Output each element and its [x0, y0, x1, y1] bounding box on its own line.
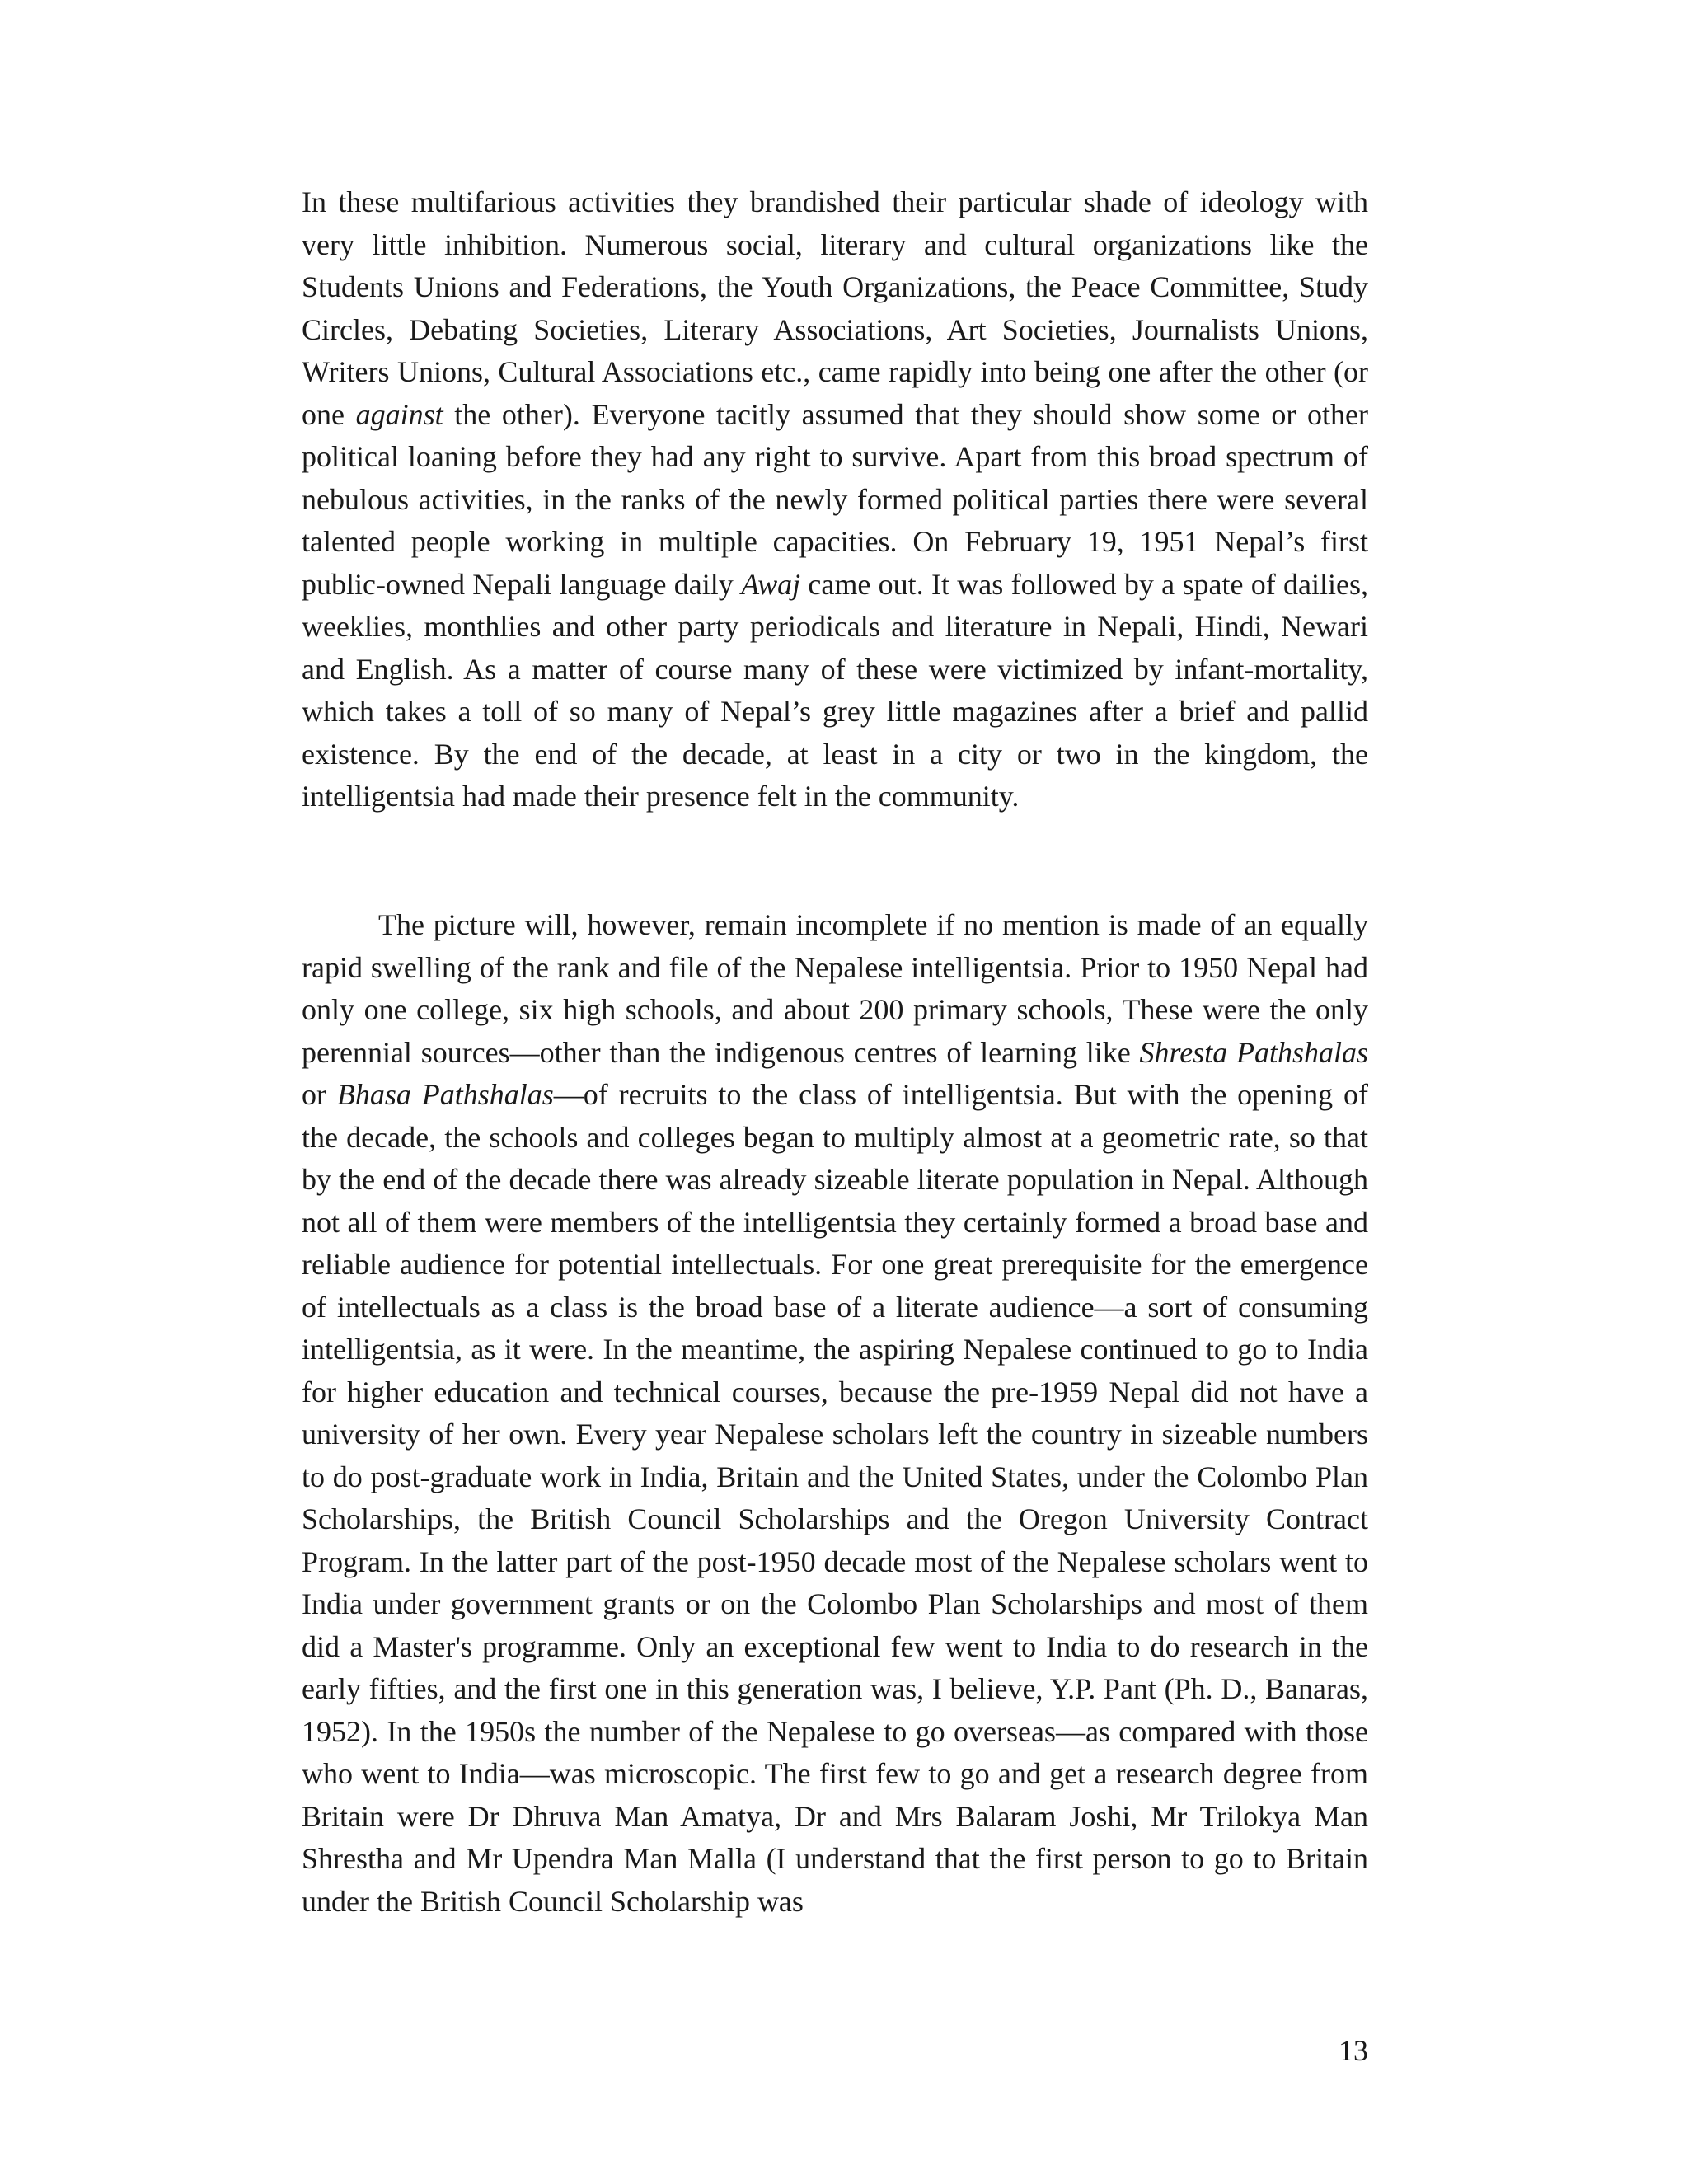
paragraph-2-italic-bhasa: Bhasa Pathshalas [336, 1078, 554, 1111]
paragraph-1-italic-against: against [355, 397, 443, 431]
paragraph-1-segment-3: the other). Everyone tacitly assumed that they should show some or other political loaning before they had any right to survive. Apart from this broad spectrum of nebulous activities, in the ranks of the newly formed political parties there were several talented people working in multiple capacities. On February 19, 1951 Nepal’s first public-owned Nepali language daily [302, 397, 1369, 601]
paragraph-1-segment-5: came out. It was followed by a spate of dailies, weeklies, monthlies and other party periodicals and literature in Nepali, Hindi, Newari and English. As a matter of course many of these were victimized by infant-mortality, which takes a toll of so many of Nepal’s grey little magazines after a brief and pallid existence. By the end of the decade, at least in a city or two in the kingdom, the intelligentsia had made their presence felt in the community. [302, 567, 1369, 813]
paragraph-2-segment-5: —of recruits to the class of intelligentsia. But with the opening of the decade, the schools and colleges began to multiply almost at a geometric rate, so that by the end of the decade there was already sizeable literate population in Nepal. Although not all of them were members of the intelligentsia they certainly formed a broad base and reliable audience for potential intellectuals. For one great prerequisite for the emergence of intellectuals as a class is the broad base of a literate audience—a sort of consuming intelligentsia, as it were. In the meantime, the aspiring Nepalese continued to go to India for higher education and technical courses, because the pre-1959 Nepal did not have a university of her own. Every year Nepalese scholars left the country in sizeable numbers to do post-graduate work in India, Britain and the United States, under the Colombo Plan Scholarships, the British Council Scholarships and the Oregon University Contract Program. In the latter part of the post-1950 decade most of the Nepalese scholars went to India under government grants or on the Colombo Plan Scholarships and most of them did a Master's programme. Only an exceptional few went to India to do research in the early fifties, and the first one in this generation was, I believe, Y.P. Pant (Ph. D., Banaras, 1952). In the 1950s the number of the Nepalese to go overseas—as compared with those who went to India—was microscopic. The first few to go and get a research degree from Britain were Dr Dhruva Man Amatya, Dr and Mrs Balaram Joshi, Mr Trilokya Man Shrestha and Mr Upendra Man Malla (I understand that the first person to go to Britain under the British Council Scholarship was [302, 1078, 1368, 1918]
paragraph-2-italic-shresta: Shresta Pathshalas [1139, 1035, 1368, 1069]
paragraph-1-italic-awaj: Awaj [741, 567, 801, 601]
paragraph-1 [302, 181, 1368, 818]
paragraph-2-segment-3: or [302, 1078, 337, 1111]
page-number: 13 [1339, 2034, 1368, 2067]
paragraph-1-segment-1: In these multifarious activities they brandished their particular shade of ideology with very little inhibition. Numerous social, literary and cultural organizations like the Students Unions and Federations, the Youth Organizations, the Peace Committee, Study Circles, Debating Societies, Literary Associations, Art Societies, Journalists Unions, Writers Unions, Cultural Associations etc., came rapidly into being one after the other (or one [302, 185, 1368, 431]
paragraph-2 [302, 904, 1368, 1923]
paragraph-2-segment-1: The picture will, however, remain incomplete if no mention is made of an equally rapid swelling of the rank and file of the Nepalese intelligentsia. Prior to 1950 Nepal had only one college, six high schools, and about 200 primary schools, These were the only perennial sources—other than the indigenous centres of learning like [302, 908, 1368, 1069]
